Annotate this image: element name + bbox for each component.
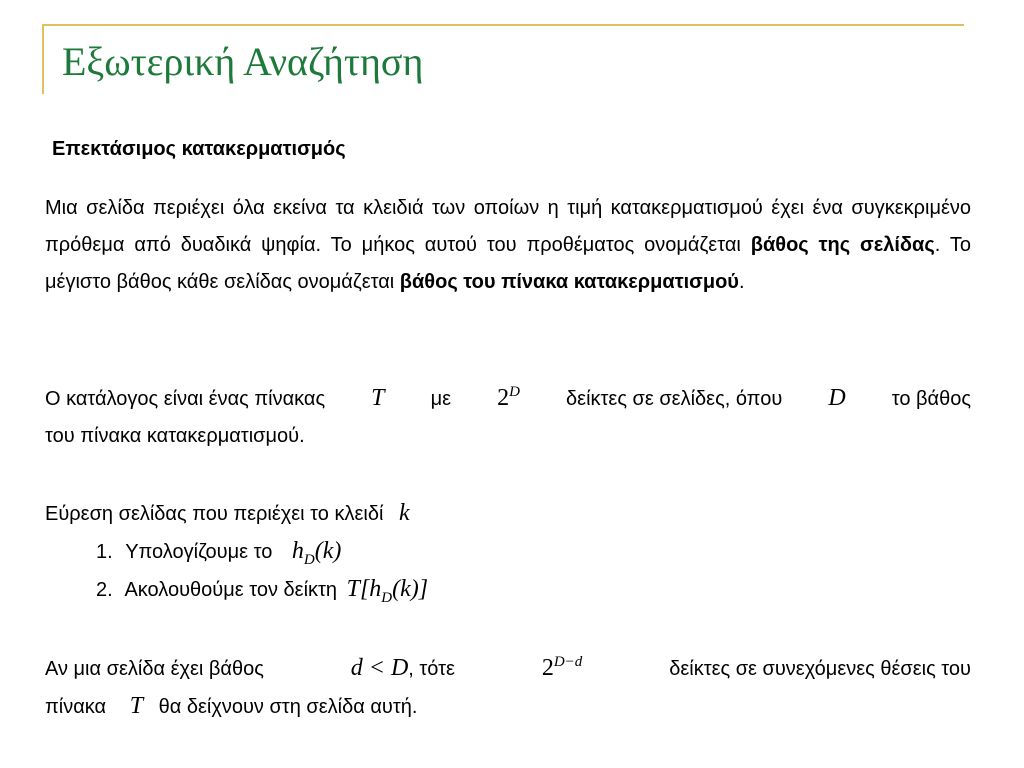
math-k: k <box>398 500 410 526</box>
math-hash-of-k: $h_D(k)$ <box>291 538 342 568</box>
p2-line-2: του πίνακα κατακερματισμού. <box>45 425 305 447</box>
paragraph-lookup <box>45 495 410 533</box>
slide-subtitle: Επεκτάσιμος κατακερματισμός <box>52 138 346 160</box>
title-side-rule <box>42 24 44 94</box>
p1-text-1: Μια σελίδα περιέχει όλα εκείνα τα κλειδιά των οποίων η τιμή κατακερματισμού έχει ένα συγκεκριμένο πρόθεμα από δυαδικά ψηφία. Το μήκος αυτού του προθέματος ονομάζεται <box>45 197 971 256</box>
math-2-power-D-minus-d: $2^{D-d}$ <box>541 654 583 681</box>
p4-text-1: Αν μια σελίδα έχει βάθος <box>45 658 264 680</box>
term-page-depth: βάθος της σελίδας <box>750 234 935 256</box>
math-T: T <box>129 693 144 719</box>
p2-text-2: με <box>430 388 452 410</box>
p2-text-3: δείκτες σε σελίδες, όπου <box>566 388 783 410</box>
p2-text-1: Ο κατάλογος είναι ένας πίνακας <box>45 388 326 410</box>
paragraph-definition <box>45 190 971 301</box>
math-T: T <box>371 385 385 411</box>
math-pointer-lookup: $T[h_D(k)]$ <box>346 576 429 606</box>
title-top-rule <box>42 24 964 26</box>
p1-text-3: . <box>738 271 745 293</box>
list-item-text: Υπολογίζουμε το <box>125 541 273 563</box>
p4-line2-text-2: θα δείχνουν στη σελίδα αυτή. <box>158 696 418 718</box>
list-number: 2. <box>96 579 113 601</box>
p4-text-3: δείκτες σε συνεχόμενες θέσεις του <box>669 658 971 680</box>
paragraph-shallow-page <box>45 650 971 726</box>
paragraph-directory <box>45 380 971 455</box>
p2-text-4: το βάθος <box>891 388 971 410</box>
list-number: 1. <box>96 541 113 563</box>
list-item-text: Ακολουθούμε τον δείκτη <box>124 579 338 601</box>
p4-line-2 <box>45 688 971 726</box>
math-condition: d < D, τότε <box>350 655 455 681</box>
p4-line2-text-1: πίνακα <box>45 696 107 718</box>
slide-title: Εξωτερική Αναζήτηση <box>62 39 424 84</box>
term-table-depth: βάθος του πίνακα κατακερματισμού <box>399 271 739 293</box>
p3-text: Εύρεση σελίδας που περιέχει το κλειδί <box>45 503 384 525</box>
p1-text-2: . Το μέγιστο βάθος κάθε σελίδας ονομάζεται <box>45 234 971 293</box>
math-2-power-D: $2^D$ <box>497 384 520 411</box>
math-D: D <box>828 385 846 411</box>
list-item <box>96 571 428 609</box>
list-item <box>96 533 341 571</box>
